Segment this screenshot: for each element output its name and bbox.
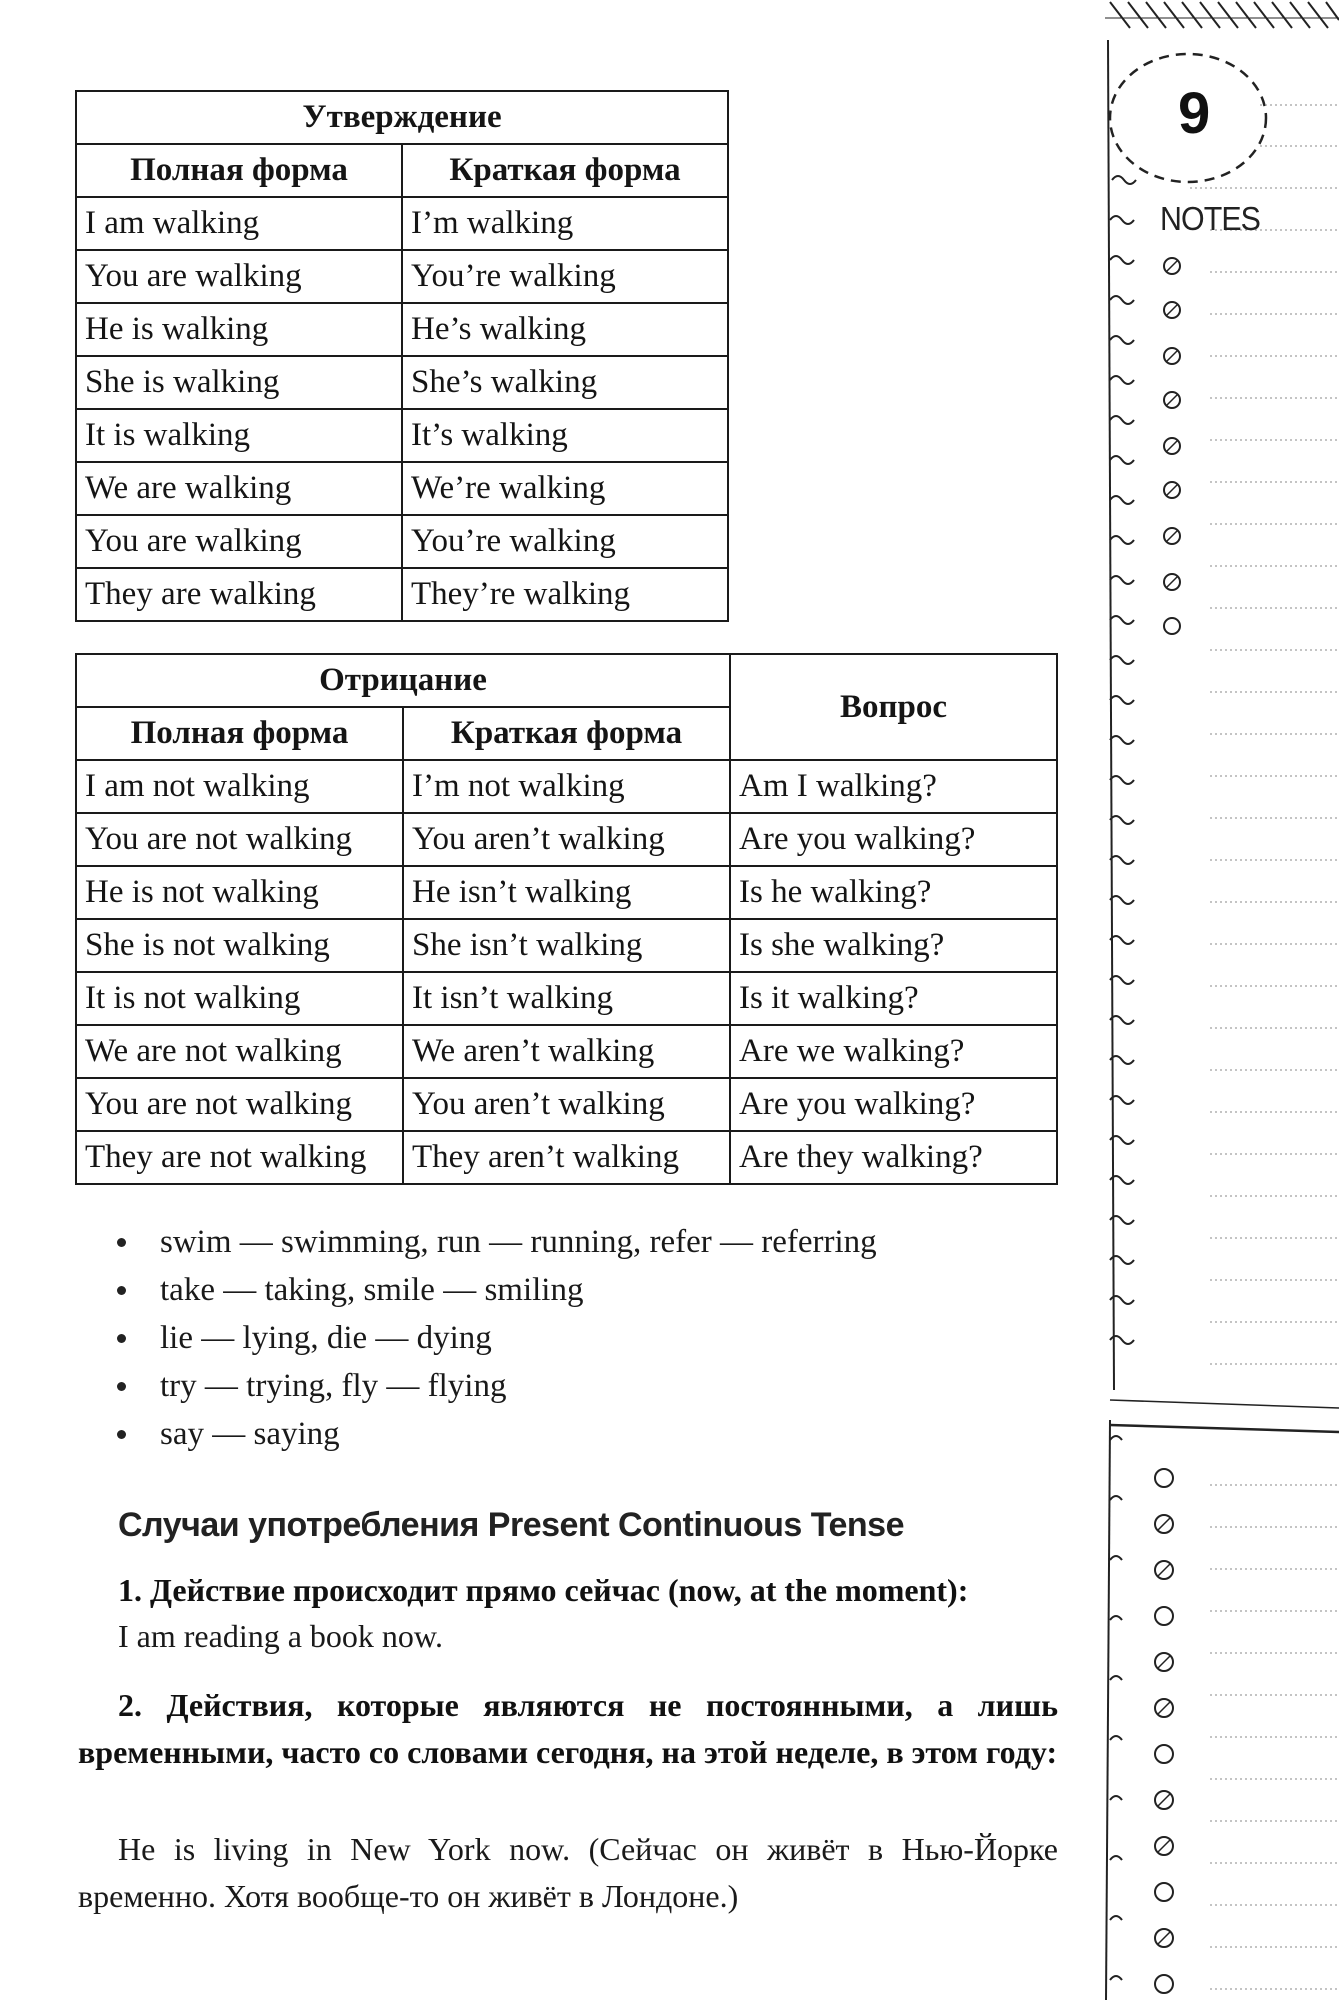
table-row — [76, 303, 728, 356]
hatch-pattern-decoration — [1105, 2, 1339, 28]
rule-1-example: I am reading a book now. — [118, 1618, 443, 1654]
table-row — [76, 356, 728, 409]
full-form-cell: You are walking — [76, 250, 402, 303]
notes-sidebar — [1100, 0, 1339, 2000]
short-form-cell: We’re walking — [402, 462, 728, 515]
spelling-rules-list — [112, 1218, 877, 1458]
full-form-cell: He is not walking — [76, 866, 403, 919]
table-row — [76, 462, 728, 515]
short-form-cell: He isn’t walking — [403, 866, 730, 919]
bullet-icon — [117, 1286, 126, 1295]
question-cell: Are they walking? — [730, 1131, 1057, 1184]
full-form-header: Полная форма — [76, 707, 403, 760]
table-row — [76, 1025, 1057, 1078]
rule-1-title: 1. Действие происходит прямо сейчас (now, at the moment): — [118, 1572, 969, 1608]
full-form-cell: You are not walking — [76, 813, 403, 866]
full-form-cell: She is walking — [76, 356, 402, 409]
negative-question-table — [75, 653, 1058, 1185]
list-item-text: say — saying — [160, 1416, 340, 1452]
note-lines — [1190, 105, 1339, 1989]
short-form-cell: You’re walking — [402, 250, 728, 303]
list-item — [112, 1362, 877, 1410]
full-form-cell: I am walking — [76, 197, 402, 250]
short-form-cell: She isn’t walking — [403, 919, 730, 972]
short-form-header: Краткая форма — [403, 707, 730, 760]
short-form-cell: It’s walking — [402, 409, 728, 462]
full-form-cell: They are not walking — [76, 1131, 403, 1184]
short-form-cell: He’s walking — [402, 303, 728, 356]
short-form-cell: I’m walking — [402, 197, 728, 250]
table-row — [76, 813, 1057, 866]
list-item-text: try — trying, fly — flying — [160, 1368, 507, 1404]
full-form-cell: He is walking — [76, 303, 402, 356]
short-form-cell: It isn’t walking — [403, 972, 730, 1025]
ring-hatching — [1158, 260, 1178, 1944]
table-row — [76, 866, 1057, 919]
bullet-icon — [117, 1382, 126, 1391]
list-item-text: swim — swimming, run — running, refer — referring — [160, 1224, 877, 1260]
bullet-icon — [117, 1430, 126, 1439]
full-form-cell: You are not walking — [76, 1078, 403, 1131]
list-item-text: take — taking, smile — smiling — [160, 1272, 584, 1308]
spiral-binding-decoration — [1106, 40, 1339, 2000]
table-row — [76, 919, 1057, 972]
full-form-cell: We are walking — [76, 462, 402, 515]
list-item — [112, 1314, 877, 1362]
table-row — [76, 250, 728, 303]
rule-2-example: He is living in New York now. (Сейчас он живёт в Нью-Йорке временно. Хотя вообще-то он живёт в Лондоне.) — [78, 1831, 1058, 1914]
short-form-cell: We aren’t walking — [403, 1025, 730, 1078]
full-form-cell: It is not walking — [76, 972, 403, 1025]
short-form-cell: I’m not walking — [403, 760, 730, 813]
affirmative-table — [75, 90, 729, 622]
full-form-cell: I am not walking — [76, 760, 403, 813]
page-number: 9 — [1178, 81, 1211, 146]
bullet-icon — [117, 1238, 126, 1247]
question-cell: Is she walking? — [730, 919, 1057, 972]
list-item — [112, 1218, 877, 1266]
table-row — [76, 760, 1057, 813]
short-form-cell: You aren’t walking — [403, 813, 730, 866]
short-form-cell: You aren’t walking — [403, 1078, 730, 1131]
full-form-cell: She is not walking — [76, 919, 403, 972]
table-row — [76, 1078, 1057, 1131]
list-item-text: lie — lying, die — dying — [160, 1320, 492, 1356]
question-cell: Are we walking? — [730, 1025, 1057, 1078]
notes-label: NOTES — [1160, 200, 1260, 237]
full-form-cell: You are walking — [76, 515, 402, 568]
affirmative-title: Утверждение — [76, 91, 728, 144]
short-form-header: Краткая форма — [402, 144, 728, 197]
short-form-cell: They aren’t walking — [403, 1131, 730, 1184]
table-row — [76, 568, 728, 621]
question-cell: Are you walking? — [730, 1078, 1057, 1131]
short-form-cell: You’re walking — [402, 515, 728, 568]
full-form-cell: They are walking — [76, 568, 402, 621]
list-item — [112, 1266, 877, 1314]
question-cell: Am I walking? — [730, 760, 1057, 813]
negative-title: Отрицание — [76, 654, 730, 707]
question-header: Вопрос — [730, 654, 1057, 760]
section-heading: Случаи употребления Present Continuous Tense — [118, 1506, 904, 1544]
table-row — [76, 515, 728, 568]
table-row — [76, 197, 728, 250]
table-row — [76, 1131, 1057, 1184]
full-form-cell: We are not walking — [76, 1025, 403, 1078]
full-form-header: Полная форма — [76, 144, 402, 197]
short-form-cell: They’re walking — [402, 568, 728, 621]
bullet-icon — [117, 1334, 126, 1343]
table-row — [76, 972, 1057, 1025]
full-form-cell: It is walking — [76, 409, 402, 462]
question-cell: Is he walking? — [730, 866, 1057, 919]
question-cell: Are you walking? — [730, 813, 1057, 866]
short-form-cell: She’s walking — [402, 356, 728, 409]
table-row — [76, 409, 728, 462]
list-item — [112, 1410, 877, 1458]
question-cell: Is it walking? — [730, 972, 1057, 1025]
ring-circles — [1155, 258, 1180, 1993]
rule-2-title: 2. Действия, которые являются не постоянными, а лишь временными, часто со словами сегодня, на этой неделе, в этом году: — [78, 1687, 1058, 1770]
